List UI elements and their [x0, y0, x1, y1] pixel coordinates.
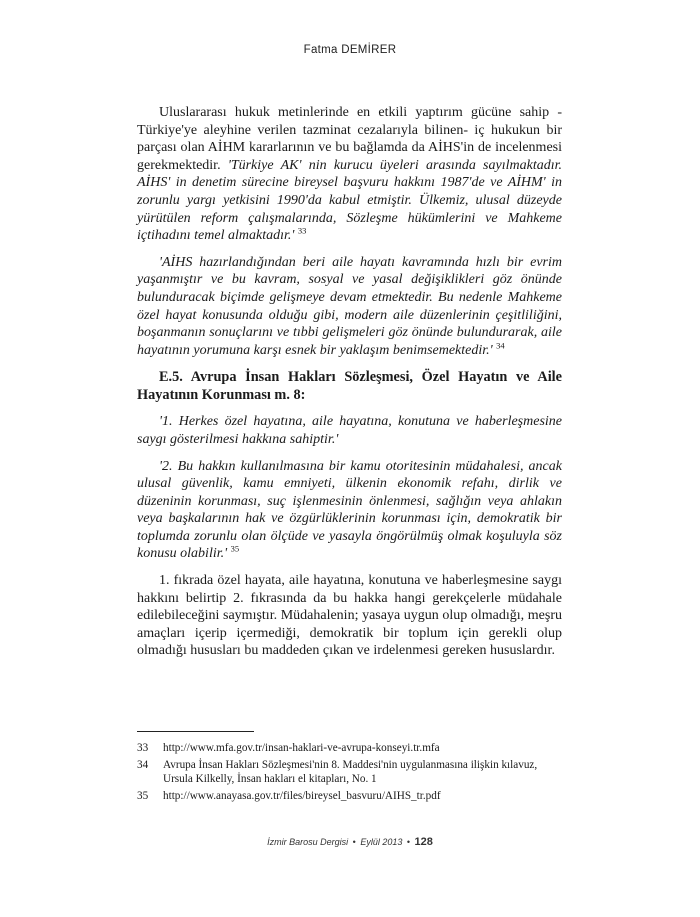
footnote-item: [137, 758, 562, 787]
footnote-number: 34: [137, 758, 149, 771]
paragraph-3: [137, 413, 562, 448]
main-text: [137, 104, 562, 669]
footnote-text: Avrupa İnsan Hakları Sözleşmesi'nin 8. Maddesi'nin uygulanmasına ilişkin kılavuz, Ursula Kilkelly, İnsan hakları el kitapları, No. 1: [163, 758, 538, 785]
issue-date: Eylül 2013: [360, 837, 403, 847]
running-header-author: Fatma DEMİRER: [303, 44, 397, 56]
paragraph-2: [137, 254, 562, 360]
footnote-item: [137, 789, 562, 804]
journal-name: İzmir Barosu Dergisi: [267, 837, 349, 847]
footnote-link[interactable]: http://www.mfa.gov.tr/insan-haklari-ve-avrupa-konseyi.tr.mfa: [163, 742, 440, 754]
footnote-divider: [137, 731, 254, 732]
footer-separator: •: [352, 837, 356, 847]
footnote-ref-33[interactable]: 33: [297, 225, 307, 236]
footnote-ref-34[interactable]: 34: [496, 340, 505, 351]
footnotes: [137, 741, 562, 805]
paragraph-4: [137, 458, 562, 564]
paragraph-5: 1. fıkrada özel hayata, aile hayatına, konutuna ve haberleşmesine saygı hakkını belirtip 2. fıkrasında da bu hakka hangi gerekçelerle müdahale edilebileceğini saymıştır. Müdahalenin; yasaya uygun olup olmadığı, meşru amaçları içerip içermediği, demokratik bir toplum için gerekli olup olmadığı hususları bu maddeden çıkan ve irdelenmesi gereken hususlardır.: [137, 573, 562, 659]
footnote-link[interactable]: http://www.anayasa.gov.tr/files/bireysel_basvuru/AIHS_tr.pdf: [163, 789, 441, 802]
footnote-number: 33: [137, 742, 149, 754]
paragraph-1-quote: 'Türkiye AK' nin kurucu üyeleri arasında sayılmaktadır. AİHS' in denetim sürecine bireysel başvuru hakkını 1987'de ve AİHM' in zorunlu yargı yetkisini 1990'da kabul etmiştir. Ülkemiz, ulusal düzeyde yürütülen reform çalışmalarında, Sözleşme hükümlerini ve Mahkeme içtihadını temel almaktadır.': [137, 157, 563, 244]
paragraph-1: [137, 104, 562, 245]
page-footer: [0, 836, 700, 848]
footer-separator: •: [406, 837, 411, 847]
paragraph-2-quote: 'AİHS hazırlandığından beri aile hayatı kavramında hızlı bir evrim yaşanmıştır ve bu kavram, sosyal ve yasal değişiklikleri göz önünde bulunduracak biçimde gelişmeye devam etmektedir. Bu nedenle Mahkeme özel hayat konusunda olduğu gibi, modern aile düzenlerinin çeşitliliğini, boşanmanın sonuçlarını ve tıbbi gelişmeleri göz önünde bulundurarak, aile hayatının yorumuna karşı esnek bir yaklaşım benimsemektedir.': [137, 254, 562, 358]
footnote-item: [137, 741, 562, 756]
footnote-ref-35[interactable]: 35: [230, 543, 240, 554]
footnote-number: 35: [137, 789, 149, 802]
paragraph-4-quote: '2. Bu hakkın kullanılmasına bir kamu otoritesinin müdahalesi, ancak ulusal güvenlik, kamu emniyeti, ülkenin ekonomik refahı, dirlik ve düzeninin korunması, suç işlenmesinin önlenmesi, sağlığın veya ahlakın veya başkalarının hak ve özgürlüklerinin korunması için, demokratik bir toplumda zorunlu olan ölçüde ve yasayla öngörülmüş olmak koşuluyla söz konusu olabilir.': [137, 458, 562, 562]
paragraph-3-quote: '1. Herkes özel hayatına, aile hayatına, konutuna ve haberleşmesine saygı gösterilmesi hakkına sahiptir.': [137, 414, 562, 447]
page-number: 128: [414, 836, 433, 848]
paragraph-1-text: Uluslararası hukuk metinlerinde en etkili yaptırım gücüne sahip -Türkiye'ye aleyhine verilen tazminat cezalarıyla bilinen- iç hukukun bir parçası olan AİHM kararlarının ve bu bağlamda da AİHS'in de incelenmesi gerekmektedir.: [137, 105, 562, 173]
section-heading: E.5. Avrupa İnsan Hakları Sözleşmesi, Özel Hayatın ve Aile Hayatının Korunması m. 8:: [137, 369, 562, 404]
